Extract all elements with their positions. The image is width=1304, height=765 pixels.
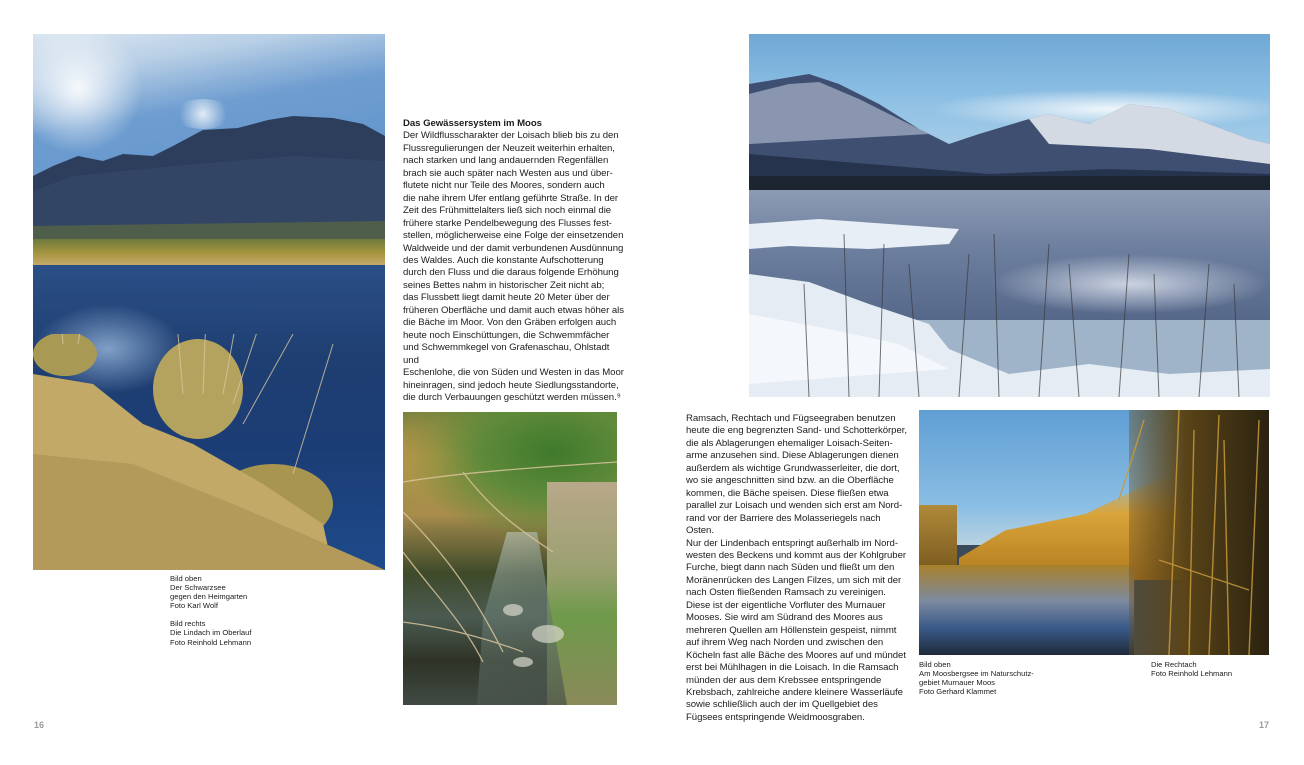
text-line: mehreren Quellen am Höllenstein gespeist, nimmt xyxy=(686,624,897,636)
text-line: rand vor der Barriere des Molasseriegels nach Osten. xyxy=(686,512,881,537)
caption-text: Die Rechtach xyxy=(1151,660,1197,669)
text-line: das Flussbett liegt damit heute 20 Meter über der xyxy=(403,292,610,304)
photo-rechtach xyxy=(919,410,1269,655)
text-line: früheren Oberfläche und damit auch etwas höher als xyxy=(403,304,624,316)
text-line: Krebsbach, zahlreiche andere kleinere Wasserläufe xyxy=(686,686,903,698)
caption-left-page xyxy=(170,574,330,647)
text-line: Ramsach, Rechtach und Fügseegraben benutzen xyxy=(686,413,896,424)
page-number-left: 16 xyxy=(34,720,45,730)
caption-text: Der Schwarzsee xyxy=(170,583,226,593)
page-number-right: 17 xyxy=(1259,720,1270,730)
photo-lindach xyxy=(403,412,617,705)
text-line: seines Bettes nahm in historischer Zeit nicht ab; xyxy=(403,279,605,291)
text-line: durch den Fluss und die daraus folgende Erhöhung xyxy=(403,267,619,279)
text-line: und Schwemmkegel von Grafenaschau, Ohlstadt und xyxy=(403,342,610,366)
article-heading: Das Gewässersystem im Moos xyxy=(403,118,542,129)
text-line: parallel zur Loisach und wenden sich erst am Nord- xyxy=(686,500,903,512)
text-line: heute noch Einschüttungen, die Schwemmfächer xyxy=(403,329,610,341)
caption-label: Bild rechts xyxy=(170,619,206,629)
text-line: Diese ist der eigentliche Vorfluter des Murnauer xyxy=(686,599,886,611)
caption-rechtach xyxy=(1151,660,1281,678)
text-line: die als Ablagerungen ehemaliger Loisach-Seiten- xyxy=(686,437,893,449)
text-line: hineinragen, sind jedoch heute Siedlungsstandorte, xyxy=(403,379,619,391)
text-line: westen des Beckens und kommt aus der Kohlgruber xyxy=(686,549,907,561)
reed-stalks xyxy=(919,410,1269,655)
text-line: stellen, möglicherweise eine Folge der einsetzenden xyxy=(403,230,624,242)
caption-label: Bild oben xyxy=(919,660,951,669)
text-line: Zeit des Frühmittelalters ließ sich noch einmal die xyxy=(403,205,612,217)
text-line: arme anzusehen sind. Diese Ablagerungen dienen xyxy=(686,450,899,462)
caption-text: gegen den Heimgarten xyxy=(170,592,248,602)
text-line: nach starken und lang andauernden Regenfällen xyxy=(403,155,609,167)
treeline xyxy=(749,176,1270,190)
text-line: Waldweide und der damit verbundenen Ausdünnung xyxy=(403,242,624,254)
text-line: die nahe ihrem Ufer entlang geführte Straße. In der xyxy=(403,192,619,204)
text-line: Köcheln fast alle Bäche des Moores auf und mündet xyxy=(686,649,906,661)
text-line: des Waldes. Auch die konstante Aufschotterung xyxy=(403,254,604,266)
photo-credit: Foto Reinhold Lehmann xyxy=(170,637,252,647)
text-line: Furche, biegt dann nach Süden und fließt um den xyxy=(686,562,895,574)
text-line: brach sie auch später nach Westen aus und über- xyxy=(403,167,613,179)
text-line: heute die eng begrenzten Sand- und Schotterkörper, xyxy=(686,425,907,437)
article-left xyxy=(403,118,625,404)
shoreline xyxy=(33,239,385,265)
text-line: auf ihrem Weg nach Norden und zwischen den xyxy=(686,637,884,649)
caption-text: Am Moosbergsee im Naturschutz- xyxy=(919,669,1034,679)
text-line: sowie schließlich auch der im Quellgebiet des xyxy=(686,699,878,711)
photo-credit: Foto Reinhold Lehmann xyxy=(1151,669,1233,679)
text-line: die Bäche im Moor. Von den Gräben erfolgen auch xyxy=(403,317,617,329)
text-line: Eschenlohe, die von Süden und Westen in das Moor xyxy=(403,367,624,379)
mountain-silhouette xyxy=(33,116,385,246)
text-line: Fügsees entspringende Weidmoosgraben. xyxy=(686,711,865,723)
caption-moosbergsee xyxy=(919,660,1119,696)
text-line: erst bei Mühlhagen in die Loisach. In die Ramsach xyxy=(686,662,899,674)
text-line: Moränenrücken des Langen Filzes, um sich mit der xyxy=(686,574,902,586)
text-line: Nur der Lindenbach entspringt außerhalb im Nord- xyxy=(686,537,898,549)
text-line: Flussregulierungen der Neuzeit weiterhin erhalten, xyxy=(403,142,615,154)
photo-moosbergsee xyxy=(749,34,1270,397)
reeds xyxy=(749,204,1270,397)
text-line: Mooses. Sie wird am Südrand des Moores aus xyxy=(686,612,883,624)
text-line: Der Wildflusscharakter der Loisach blieb bis zu den xyxy=(403,130,619,142)
photo-credit: Foto Karl Wolf xyxy=(170,601,218,611)
text-line: flutete nicht nur Teile des Moores, sondern auch xyxy=(403,180,605,192)
article-right xyxy=(686,413,908,724)
text-line: nach Osten fließenden Ramsach zu vereinigen. xyxy=(686,587,886,599)
caption-text: Die Lindach im Oberlauf xyxy=(170,628,252,638)
text-line: kommen, die Bäche speisen. Diese fließen etwa xyxy=(686,487,889,499)
text-line: münden der aus dem Krebssee entspringende xyxy=(686,674,882,686)
text-line: wo sie angeschnitten sind bzw. an die Oberfläche xyxy=(686,475,894,487)
photo-schwarzsee xyxy=(33,34,385,570)
text-line: die durch Verbauungen geschützt werden müssen.⁹ xyxy=(403,391,621,403)
photo-credit: Foto Gerhard Klammet xyxy=(919,687,997,697)
grass-tufts xyxy=(33,334,385,570)
caption-text: gebiet Murnauer Moos xyxy=(919,678,995,688)
caption-label: Bild oben xyxy=(170,574,202,583)
text-line: frühere starke Pendelbewegung des Flusses fest- xyxy=(403,217,612,229)
text-line: außerdem als wichtige Grundwasserleiter, die dort, xyxy=(686,462,900,474)
branches xyxy=(403,412,617,705)
